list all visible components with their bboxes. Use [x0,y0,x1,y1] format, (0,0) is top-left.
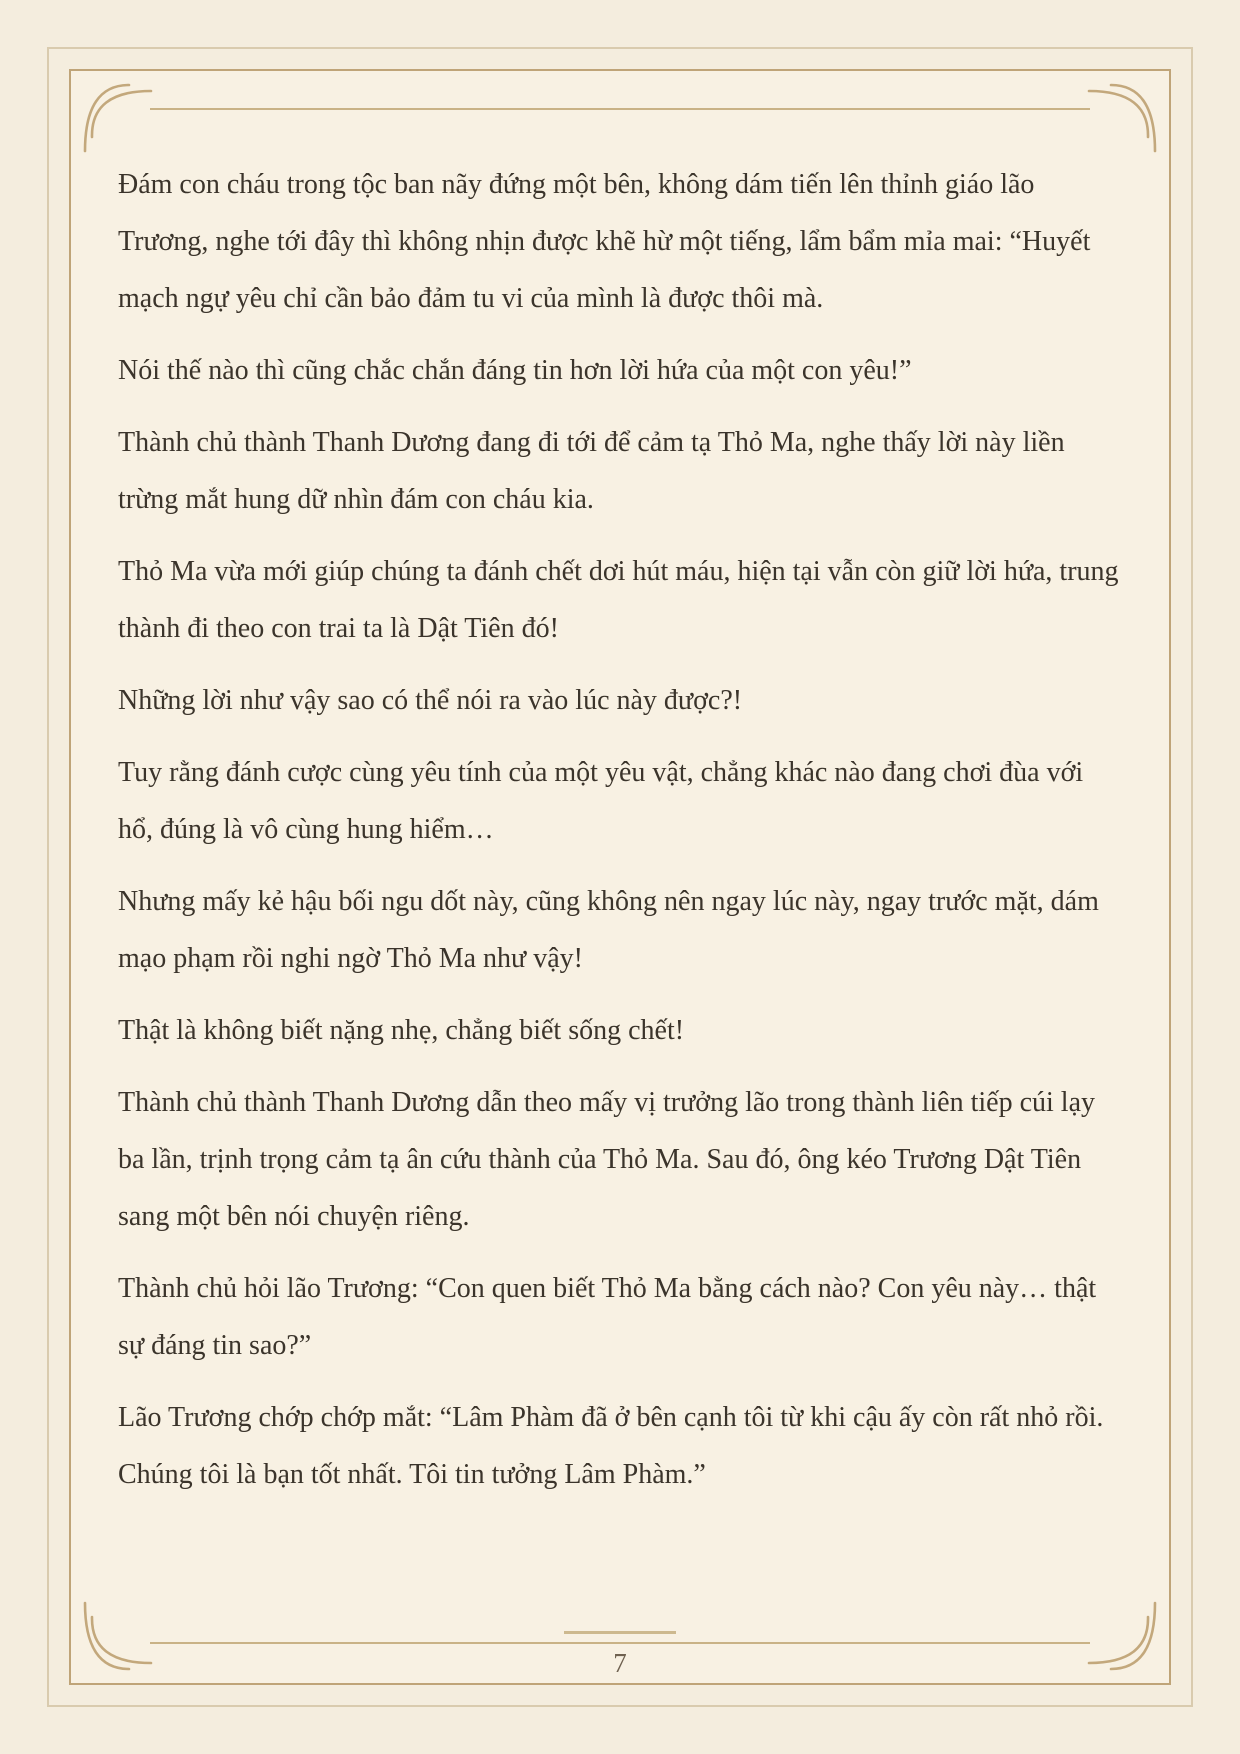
paragraph: Lão Trương chớp chớp mắt: “Lâm Phàm đã ở bên cạnh tôi từ khi cậu ấy còn rất nhỏ rồi. Chúng tôi là bạn tốt nhất. Tôi tin tưởng Lâm Phàm.” [118,1402,1104,1490]
page-text [118,156,1124,1518]
paragraph: Thỏ Ma vừa mới giúp chúng ta đánh chết dơi hút máu, hiện tại vẫn còn giữ lời hứa, trung thành đi theo con trai ta là Dật Tiên đó! [118,556,1119,644]
paragraph: Những lời như vậy sao có thể nói ra vào lúc này được?! [118,685,743,716]
paragraph: Đám con cháu trong tộc ban nãy đứng một bên, không dám tiến lên thỉnh giáo lão Trương, nghe tới đây thì không nhịn được khẽ hừ một tiếng, lẩm bẩm mỉa mai: “Huyết mạch ngự yêu chỉ cần bảo đảm tu vi của mình là được thôi mà. [118,169,1091,314]
corner-flourish-top-left-icon [75,75,153,153]
footer-accent-rule [564,1631,676,1634]
page-number: 7 [613,1648,627,1678]
footer-rule [150,1642,1090,1644]
paragraph: Nhưng mấy kẻ hậu bối ngu dốt này, cũng không nên ngay lúc này, ngay trước mặt, dám mạo phạm rồi nghi ngờ Thỏ Ma như vậy! [118,886,1099,974]
corner-flourish-top-right-icon [1087,75,1165,153]
paragraph: Thành chủ hỏi lão Trương: “Con quen biết Thỏ Ma bằng cách nào? Con yêu này… thật sự đáng tin sao?” [118,1273,1097,1361]
paragraph: Thật là không biết nặng nhẹ, chẳng biết sống chết! [118,1015,685,1046]
paragraph: Thành chủ thành Thanh Dương đang đi tới để cảm tạ Thỏ Ma, nghe thấy lời này liền trừng mắt hung dữ nhìn đám con cháu kia. [118,427,1065,515]
paragraph: Tuy rằng đánh cược cùng yêu tính của một yêu vật, chẳng khác nào đang chơi đùa với hổ, đúng là vô cùng hung hiểm… [118,757,1084,845]
paragraph: Nói thế nào thì cũng chắc chắn đáng tin hơn lời hứa của một con yêu!” [118,355,912,386]
paragraph: Thành chủ thành Thanh Dương dẫn theo mấy vị trưởng lão trong thành liên tiếp cúi lạy ba lần, trịnh trọng cảm tạ ân cứu thành của Thỏ Ma. Sau đó, ông kéo Trương Dật Tiên sang một bên nói chuyện riêng. [118,1087,1096,1232]
header-rule [150,108,1090,110]
